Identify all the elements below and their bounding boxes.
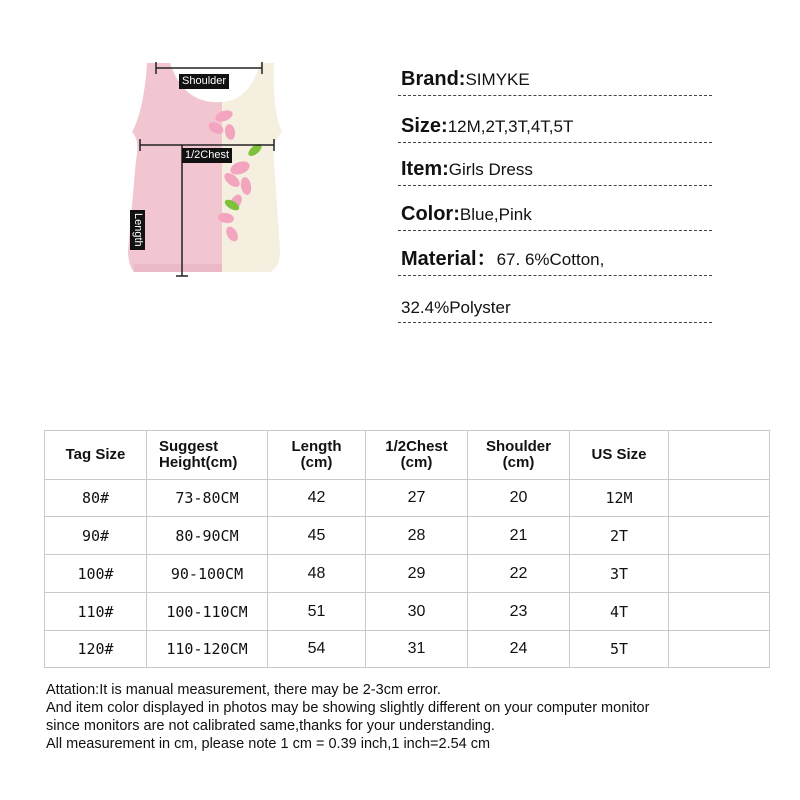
cell-height: 73-80CM — [147, 480, 268, 517]
spec-material: Material：67. 6%Cotton, — [398, 245, 712, 276]
measurement-note — [46, 681, 649, 753]
cell-tag: 110# — [45, 593, 147, 631]
cell-chest: 30 — [366, 593, 468, 631]
cell-chest: 31 — [366, 631, 468, 668]
length-label: Length — [130, 210, 145, 250]
cell-us-size: 12M — [570, 480, 669, 517]
cell-length: 48 — [268, 555, 366, 593]
cell-length: 42 — [268, 480, 366, 517]
header-height: Suggest Height(cm) — [147, 431, 268, 480]
empty-cell — [669, 480, 770, 517]
cell-tag: 90# — [45, 517, 147, 555]
shoulder-label: Shoulder — [179, 74, 229, 89]
table-row — [45, 517, 770, 555]
spec-item: Item:Girls Dress — [398, 155, 712, 186]
header-length: Length (cm) — [268, 431, 366, 480]
cell-shoulder: 21 — [468, 517, 570, 555]
empty-cell — [669, 431, 770, 480]
spec-key: Material — [401, 248, 477, 270]
empty-cell — [669, 555, 770, 593]
cell-shoulder: 23 — [468, 593, 570, 631]
spec-value: 67. 6%Cotton, — [496, 250, 605, 269]
spec-key: Size — [401, 115, 442, 137]
cell-height: 80-90CM — [147, 517, 268, 555]
cell-chest: 29 — [366, 555, 468, 593]
spec-value: SIMYKE — [465, 70, 530, 89]
table-row — [45, 631, 770, 668]
cell-height: 100-110CM — [147, 593, 268, 631]
header-tag: Tag Size — [45, 431, 147, 480]
cell-tag: 80# — [45, 480, 147, 517]
header-us-size: US Size — [570, 431, 669, 480]
cell-shoulder: 24 — [468, 631, 570, 668]
cell-us-size: 4T — [570, 593, 669, 631]
cell-tag: 100# — [45, 555, 147, 593]
spec-value: Blue,Pink — [459, 205, 532, 224]
chest-label: 1/2Chest — [182, 148, 232, 163]
note-line: And item color displayed in photos may be showing slightly different on your computer monitor — [46, 700, 650, 716]
cell-us-size: 3T — [570, 555, 669, 593]
table-row — [45, 555, 770, 593]
header-shoulder: Shoulder (cm) — [468, 431, 570, 480]
size-table — [44, 430, 770, 668]
cell-shoulder: 20 — [468, 480, 570, 517]
spec-brand: Brand:SIMYKE — [398, 65, 712, 96]
cell-us-size: 5T — [570, 631, 669, 668]
header-chest: 1/2Chest (cm) — [366, 431, 468, 480]
table-row — [45, 593, 770, 631]
cell-us-size: 2T — [570, 517, 669, 555]
spec-key: Color — [401, 203, 454, 225]
spec-size: Size:12M,2T,3T,4T,5T — [398, 112, 712, 143]
dress-image — [122, 50, 282, 285]
spec-color: Color:Blue,Pink — [398, 200, 712, 231]
note-line: Attation:It is manual measurement, there may be 2-3cm error. — [46, 682, 441, 698]
empty-cell — [669, 593, 770, 631]
cell-length: 54 — [268, 631, 366, 668]
cell-height: 110-120CM — [147, 631, 268, 668]
cell-shoulder: 22 — [468, 555, 570, 593]
spec-key: Item — [401, 158, 443, 180]
spec-material-cont — [398, 292, 712, 323]
cell-chest: 27 — [366, 480, 468, 517]
note-line: All measurement in cm, please note 1 cm = 0.39 inch,1 inch=2.54 cm — [46, 736, 491, 752]
cell-tag: 120# — [45, 631, 147, 668]
empty-cell — [669, 631, 770, 668]
cell-height: 90-100CM — [147, 555, 268, 593]
empty-cell — [669, 517, 770, 555]
spec-value: Girls Dress — [448, 160, 533, 179]
note-line: since monitors are not calibrated same,thanks for your understanding. — [46, 718, 495, 734]
spec-value: 32.4%Polyster — [401, 298, 511, 317]
spec-value: 12M,2T,3T,4T,5T — [447, 117, 574, 136]
cell-chest: 28 — [366, 517, 468, 555]
table-header-row — [45, 431, 770, 480]
spec-key: Brand — [401, 68, 459, 90]
table-row — [45, 480, 770, 517]
cell-length: 51 — [268, 593, 366, 631]
cell-length: 45 — [268, 517, 366, 555]
